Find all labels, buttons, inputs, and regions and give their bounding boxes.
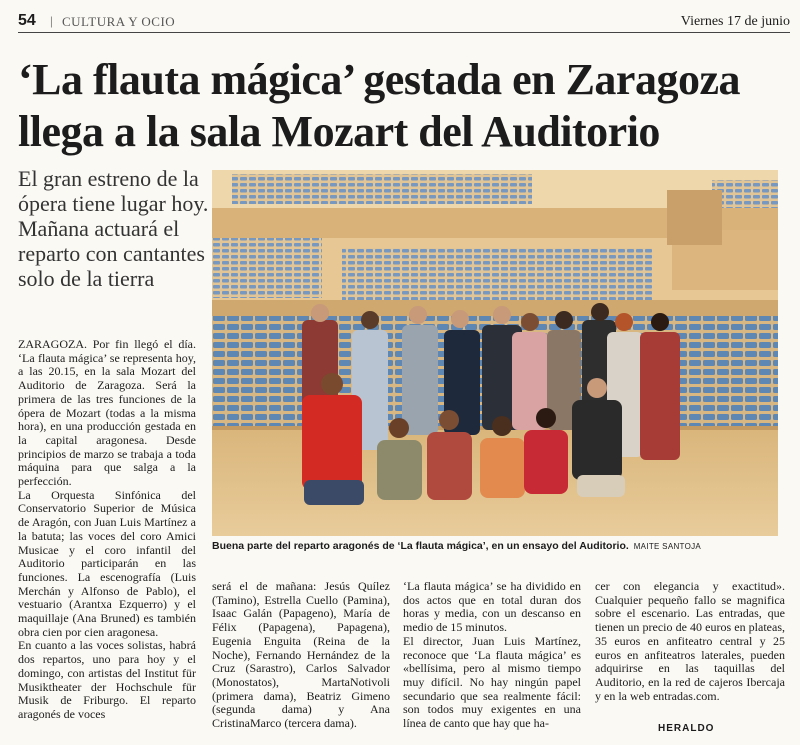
newspaper-signature: HERALDO [658, 723, 715, 734]
page-header [18, 12, 790, 33]
photo-caption-block [212, 540, 778, 552]
body-column-1: ZARAGOZA. Por fin llegó el día. ‘La flauta mágica’ se representa hoy, a las 20.15, en la sala Mozart del Auditorio de Zaragoza. Será la primera de las tres funciones de la ópera de Mozart (todas a la misma hora), en una producción gestada en la capital aragonesa. Desde principios de marzo se trabaja a toda máquina para que salga a la perfección. La Orquesta Sinfónica del Conservatorio Superior de Música de Aragón, con Juan Luis Martínez a la batuta; las voces del coro Amici Musicae y el coro infantil del Auditorio participarán en las funciones. La escenografía (Luis Merchán y Alfonso de Pablo), el vestuario (Arantxa Ezquerro) y el maquillaje (Ana Bruned) es también obra cien por cien aragonesa. En cuanto a las voces solistas, habrá dos repartos, uno para hoy y el domingo, con artistas del Institut für Musiktheater der Hochschule für Musik de Friburgo. El reparto aragonés de voces [18, 337, 196, 721]
body-column-4: cer con elegancia y exactitud». Cualquier pequeño fallo se magnifica sobre el escenario. Las entradas, que tienen un precio de 40 euros en plateas, 35 euros en anfiteatro central y 25 euros en anfiteatros laterales, pueden adquirirse en las taquillas del Auditorio, en la red de cajeros Ibercaja y en la web entradas.com. [595, 579, 785, 703]
photo-credit: MAITE SANTOJA [633, 542, 702, 551]
article-headline: ‘La flauta mágica’ gestada en Zaragoza llega a la sala Mozart del Auditorio [18, 55, 740, 156]
section-title: CULTURA Y OCIO [62, 14, 176, 29]
photo-caption: Buena parte del reparto aragonés de ‘La flauta mágica’, en un ensayo del Auditorio. [212, 540, 629, 552]
issue-date: Viernes 17 de junio [680, 14, 790, 29]
body-column-3: ‘La flauta mágica’ se ha dividido en dos actos que en total duran dos horas y media, con un descanso en medio de 15 minutos. El director, Juan Luis Martínez, reconoce que ‘La flauta mágica’ es «bellísima, pero al mismo tiempo muy difícil. No hay ningún papel secundario que sea realmente fácil: son todos muy exigentes en una línea de canto que hay que ha- [403, 579, 581, 731]
cast-photo [212, 170, 778, 536]
page-number: 54 [18, 12, 36, 29]
article-subheadline: El gran estreno de la ópera tiene lugar hoy. Mañana actuará el reparto con cantantes solo de la tierra [18, 166, 209, 291]
header-separator: | [50, 13, 53, 28]
body-column-2: será el de mañana: Jesús Quílez (Tamino), Estrella Cuello (Pamina), Isaac Galán (Papageno), María de Félix (Papagena), Papagena), Eugenia Enguita (Reina de la Noche), Fernando Hernández de la Cruz (Sarastro), Carlos Salvador (Monostatos), MartaNotivoli (primera dama), Beatriz Gimeno (segunda dama) y Ana CristinaMarco (tercera dama). [212, 579, 390, 731]
